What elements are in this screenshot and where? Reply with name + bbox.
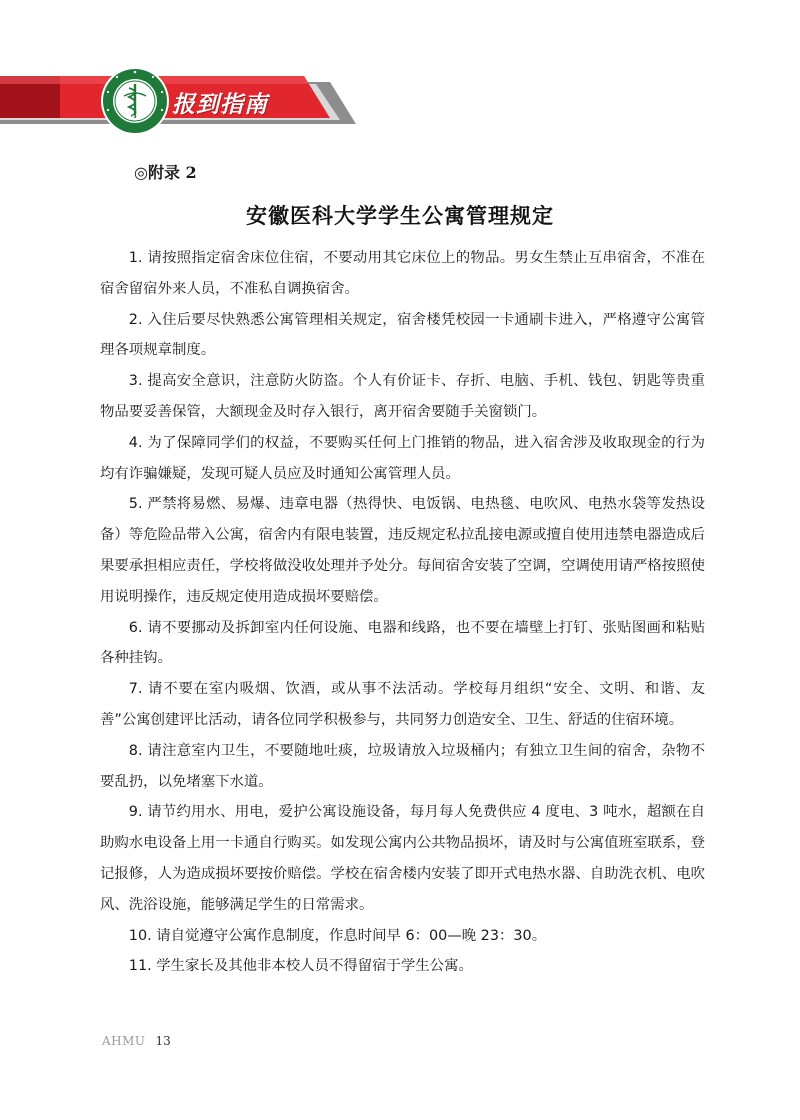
rules-list bbox=[100, 243, 705, 982]
rule-item: 8. 请注意室内卫生，不要随地吐痰，垃圾请放入垃圾桶内；有独立卫生间的宿舍，杂物不要乱扔，以免堵塞下水道。 bbox=[100, 742, 705, 790]
rule-item: 5. 严禁将易燃、易爆、违章电器（热得快、电饭锅、电热毯、电吹风、电热水袋等发热设备）等危险品带入公寓，宿舍内有限电装置，违反规定私拉乱接电源或擅自使用违禁电器造成后果要承担相应责任，学校将做没收处理并予处分。每间宿舍安装了空调，空调使用请严格按照使用说明操作，违反规定使用造成损坏要赔偿。 bbox=[100, 496, 705, 605]
rule-item: 1. 请按照指定宿舍床位住宿，不要动用其它床位上的物品。男女生禁止互串宿舍，不准在宿舍留宿外来人员，不准私自调换宿舍。 bbox=[100, 250, 705, 297]
university-seal-icon bbox=[100, 66, 170, 136]
footer-school-abbr: AHMU bbox=[102, 1034, 146, 1048]
rule-item: 6. 请不要挪动及拆卸室内任何设施、电器和线路，也不要在墙壁上打钉、张贴图画和粘贴各种挂钩。 bbox=[100, 619, 705, 667]
page-number: 13 bbox=[155, 1034, 171, 1048]
rule-item: 2. 入住后要尽快熟悉公寓管理相关规定，宿舍楼凭校园一卡通刷卡进入，严格遵守公寓管理各项规章制度。 bbox=[100, 311, 705, 359]
page-footer bbox=[102, 1034, 171, 1048]
seal-year: 1926 bbox=[128, 115, 142, 121]
header-banner bbox=[0, 0, 800, 150]
rule-item: 3. 提高安全意识，注意防火防盗。个人有价证卡、存折、电脑、手机、钱包、钥匙等贵重物品要妥善保管，大额现金及时存入银行，离开宿舍要随手关窗锁门。 bbox=[100, 373, 705, 420]
document-title: 安徽医科大学学生公寓管理规定 bbox=[246, 203, 554, 228]
section-title: 报到指南 bbox=[172, 92, 268, 118]
appendix-label: ◎附录 2 bbox=[134, 163, 197, 182]
rule-item: 10. 请自觉遵守公寓作息制度，作息时间早 6：00—晚 23：30。 bbox=[128, 927, 547, 944]
rule-item: 4. 为了保障同学们的权益，不要购买任何上门推销的物品，进入宿舍涉及收取现金的行为均有诈骗嫌疑，发现可疑人员应及时通知公寓管理人员。 bbox=[100, 434, 705, 482]
rule-item: 11. 学生家长及其他非本校人员不得留宿于学生公寓。 bbox=[128, 958, 473, 975]
rule-item: 7. 请不要在室内吸烟、饮酒，或从事不法活动。学校每月组织“安全、文明、和谐、友善”公寓创建评比活动，请各位同学积极参与，共同努力创造安全、卫生、舒适的住宿环境。 bbox=[100, 681, 705, 728]
rule-item: 9. 请节约用水、用电，爱护公寓设施设备，每月每人免费供应 4 度电、3 吨水，超额在自助购水电设备上用一卡通自行购买。如发现公寓内公共物品损坏，请及时与公寓值班室联系，登记报修，人为造成损坏要按价赔偿。学校在宿舍楼内安装了即开式电热水器、自助洗衣机、电吹风、洗浴设施，能够满足学生的日常需求。 bbox=[100, 804, 705, 913]
